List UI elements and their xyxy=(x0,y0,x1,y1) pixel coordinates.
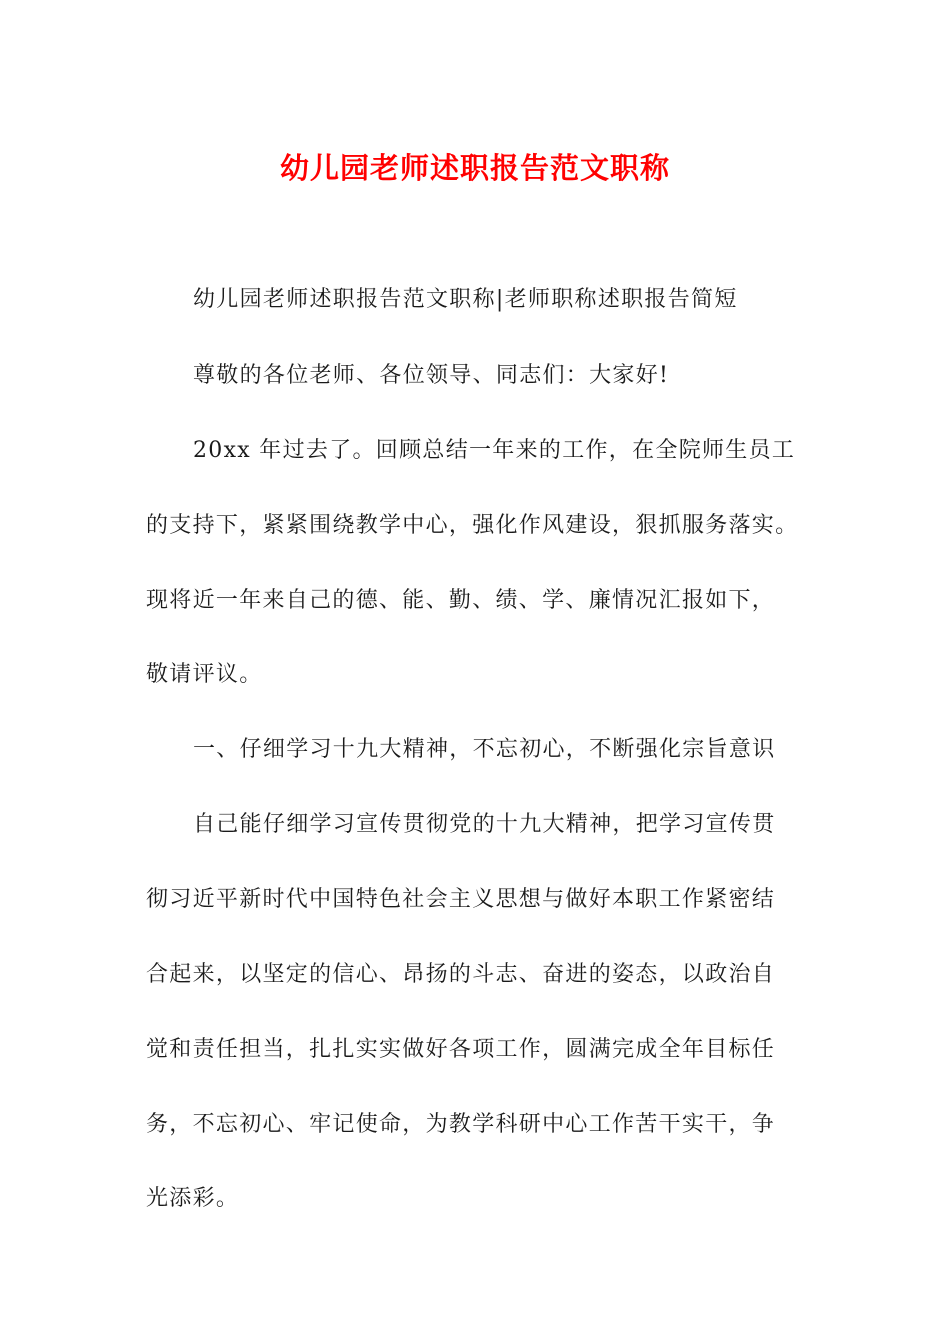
greeting-line: 尊敬的各位老师、各位领导、同志们：大家好! xyxy=(193,363,670,388)
paragraph-line: 务，不忘初心、牢记使命，为教学科研中心工作苦干实干，争 xyxy=(146,1112,776,1137)
section-heading: 一、仔细学习十九大精神，不忘初心，不断强化宗旨意识 xyxy=(193,737,776,762)
paragraph-line: 觉和责任担当，扎扎实实做好各项工作，圆满完成全年目标任 xyxy=(146,1037,776,1062)
paragraph-line: 的支持下，紧紧围绕教学中心，强化作风建设，狠抓服务落实。 xyxy=(146,513,799,538)
paragraph-line: 自己能仔细学习宣传贯彻党的十九大精神，把学习宣传贯 xyxy=(193,812,776,837)
paragraph-line: 现将近一年来自己的德、能、勤、绩、学、廉情况汇报如下， xyxy=(146,588,776,613)
paragraph-line: 光添彩。 xyxy=(146,1186,240,1211)
paragraph-line: 20xx 年过去了。回顾总结一年来的工作，在全院师生员工 xyxy=(193,438,796,463)
paragraph-line: 彻习近平新时代中国特色社会主义思想与做好本职工作紧密结 xyxy=(146,887,776,912)
subtitle-line: 幼儿园老师述职报告范文职称|老师职称述职报告简短 xyxy=(193,287,738,312)
paragraph-line: 敬请评议。 xyxy=(146,662,263,687)
paragraph-line: 合起来，以坚定的信心、昂扬的斗志、奋进的姿态，以政治自 xyxy=(146,962,776,987)
document-title: 幼儿园老师述职报告范文职称 xyxy=(279,151,670,185)
